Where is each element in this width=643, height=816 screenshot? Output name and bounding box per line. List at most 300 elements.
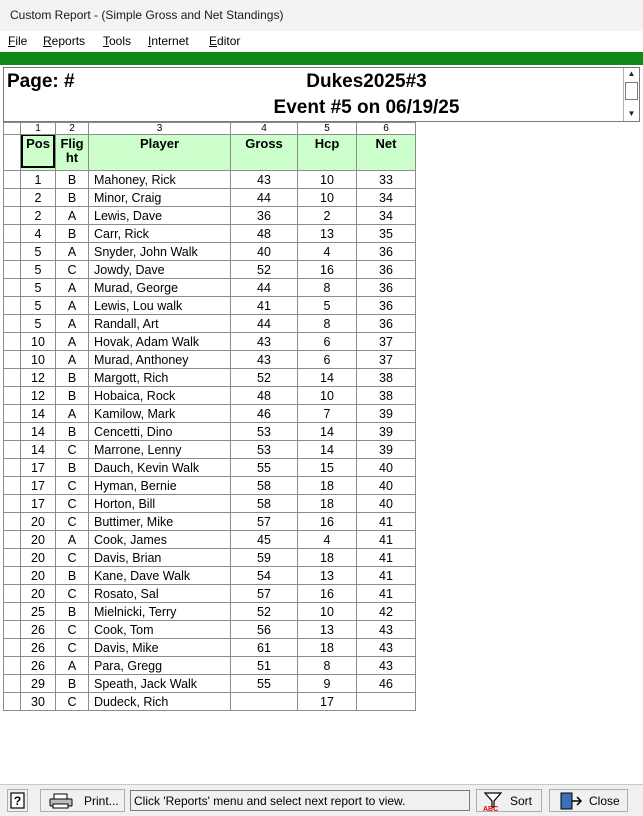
cell-pos[interactable]: 17 [21,495,56,513]
cell-hcp[interactable]: 4 [298,531,357,549]
cell-net[interactable]: 43 [357,657,416,675]
cell-player[interactable]: Randall, Art [89,315,231,333]
cell-hcp[interactable]: 10 [298,189,357,207]
cell-player[interactable]: Mahoney, Rick [89,171,231,189]
cell-gross[interactable]: 40 [231,243,298,261]
menu-file[interactable] [8,34,27,48]
menu-file-label: ile [15,34,28,48]
cell-hcp[interactable]: 7 [298,405,357,423]
cell-pos[interactable]: 4 [21,225,56,243]
cell-net[interactable]: 41 [357,531,416,549]
cell-gross[interactable]: 55 [231,675,298,693]
cell-net[interactable] [357,693,416,711]
cell-pos[interactable]: 14 [21,423,56,441]
help-button[interactable] [7,789,28,812]
report-header [3,67,640,122]
cell-flight[interactable]: A [56,351,89,369]
menu-reports-label: eports [51,34,86,48]
cell-hcp[interactable]: 5 [298,297,357,315]
header-gross[interactable]: Gross [231,135,298,171]
cell-player[interactable]: Kamilow, Mark [89,405,231,423]
row-header[interactable] [4,657,21,675]
cell-net[interactable]: 36 [357,243,416,261]
cell-flight[interactable]: A [56,333,89,351]
cell-player[interactable]: Minor, Craig [89,189,231,207]
cell-gross[interactable]: 43 [231,333,298,351]
cell-flight[interactable]: C [56,441,89,459]
row-header[interactable] [4,495,21,513]
cell-hcp[interactable]: 8 [298,657,357,675]
cell-flight[interactable]: A [56,243,89,261]
cell-player[interactable]: Hyman, Bernie [89,477,231,495]
column-number[interactable]: 5 [298,123,357,135]
cell-gross[interactable]: 45 [231,531,298,549]
cell-gross[interactable]: 59 [231,549,298,567]
sort-icon [482,791,508,812]
cell-player[interactable]: Hovak, Adam Walk [89,333,231,351]
cell-pos[interactable]: 5 [21,297,56,315]
row-header[interactable] [4,207,21,225]
cell-gross[interactable]: 53 [231,423,298,441]
header-pos-label: Pos [21,135,55,169]
cell-net[interactable]: 46 [357,675,416,693]
cell-player[interactable]: Rosato, Sal [89,585,231,603]
cell-pos[interactable]: 5 [21,261,56,279]
table-row[interactable] [4,603,416,621]
cell-pos[interactable]: 30 [21,693,56,711]
column-number[interactable]: 1 [21,123,56,135]
row-header[interactable] [4,693,21,711]
scroll-thumb[interactable] [625,82,638,100]
cell-flight[interactable]: C [56,693,89,711]
row-header[interactable] [4,171,21,189]
scroll-up-icon[interactable]: ▲ [627,69,636,78]
print-button-label: Print... [84,794,119,808]
cell-net[interactable]: 39 [357,405,416,423]
cell-player[interactable]: Horton, Bill [89,495,231,513]
report-title: Dukes2025#3 [306,71,427,92]
cell-flight[interactable]: B [56,387,89,405]
cell-hcp[interactable]: 18 [298,477,357,495]
corner-cell [4,123,21,135]
cell-hcp[interactable]: 16 [298,513,357,531]
cell-player[interactable]: Margott, Rich [89,369,231,387]
cell-pos[interactable]: 20 [21,585,56,603]
cell-pos[interactable]: 10 [21,333,56,351]
menu-editor-label: ditor [217,34,241,48]
close-button[interactable] [549,789,628,812]
cell-flight[interactable]: B [56,603,89,621]
cell-gross[interactable]: 56 [231,621,298,639]
cell-hcp[interactable]: 4 [298,243,357,261]
cell-pos[interactable]: 29 [21,675,56,693]
cell-player[interactable]: Mielnicki, Terry [89,603,231,621]
table-row[interactable] [4,477,416,495]
table-row[interactable] [4,171,416,189]
cell-pos[interactable]: 20 [21,567,56,585]
table-row[interactable] [4,369,416,387]
row-header[interactable] [4,189,21,207]
table-row[interactable] [4,441,416,459]
cell-net[interactable]: 41 [357,567,416,585]
row-header[interactable] [4,621,21,639]
cell-hcp[interactable]: 16 [298,585,357,603]
cell-net[interactable]: 41 [357,585,416,603]
cell-player[interactable]: Hobaica, Rock [89,387,231,405]
row-header[interactable] [4,369,21,387]
table-row[interactable] [4,693,416,711]
cell-player[interactable]: Murad, George [89,279,231,297]
standings-grid [3,122,643,782]
row-header[interactable] [4,603,21,621]
row-header[interactable] [4,549,21,567]
cell-gross[interactable]: 43 [231,351,298,369]
cell-gross[interactable] [231,693,298,711]
cell-gross[interactable]: 58 [231,495,298,513]
cell-flight[interactable]: C [56,513,89,531]
cell-player[interactable]: Lewis, Lou walk [89,297,231,315]
cell-net[interactable]: 37 [357,351,416,369]
printer-icon [49,793,73,809]
row-header[interactable] [4,675,21,693]
cell-flight[interactable]: B [56,189,89,207]
menu-reports-accelerator: R [43,34,52,48]
cell-pos[interactable]: 14 [21,441,56,459]
cell-gross[interactable]: 41 [231,297,298,315]
cell-flight[interactable]: B [56,459,89,477]
cell-player[interactable]: Cook, Tom [89,621,231,639]
cell-hcp[interactable]: 6 [298,351,357,369]
cell-net[interactable]: 39 [357,441,416,459]
cell-player[interactable]: Speath, Jack Walk [89,675,231,693]
table-row[interactable] [4,405,416,423]
cell-flight[interactable]: C [56,549,89,567]
table-row[interactable] [4,423,416,441]
cell-player[interactable]: Marrone, Lenny [89,441,231,459]
cell-gross[interactable]: 57 [231,585,298,603]
table-row[interactable] [4,567,416,585]
table-row[interactable] [4,315,416,333]
cell-flight[interactable]: A [56,315,89,333]
cell-hcp[interactable]: 15 [298,459,357,477]
cell-net[interactable]: 40 [357,477,416,495]
cell-pos[interactable]: 5 [21,279,56,297]
cell-player[interactable]: Cook, James [89,531,231,549]
cell-hcp[interactable]: 16 [298,261,357,279]
window-titlebar [0,0,643,31]
cell-net[interactable]: 36 [357,279,416,297]
cell-pos[interactable]: 26 [21,621,56,639]
row-header[interactable] [4,567,21,585]
header-flight[interactable] [56,135,89,171]
table-row[interactable] [4,243,416,261]
cell-flight[interactable]: A [56,657,89,675]
cell-pos[interactable]: 5 [21,315,56,333]
cell-net[interactable]: 42 [357,603,416,621]
header-flight-line2: ht [65,150,79,165]
cell-pos[interactable]: 1 [21,171,56,189]
cell-player[interactable]: Jowdy, Dave [89,261,231,279]
cell-net[interactable]: 36 [357,315,416,333]
table-row[interactable] [4,621,416,639]
cell-hcp[interactable]: 6 [298,333,357,351]
cell-pos[interactable]: 20 [21,531,56,549]
menu-internet-accelerator: I [148,34,152,48]
cell-net[interactable]: 41 [357,549,416,567]
cell-player[interactable]: Murad, Anthoney [89,351,231,369]
cell-flight[interactable]: B [56,675,89,693]
cell-gross[interactable]: 52 [231,603,298,621]
help-icon [8,790,27,811]
cell-pos[interactable]: 26 [21,639,56,657]
table-row[interactable] [4,513,416,531]
cell-flight[interactable]: A [56,279,89,297]
close-button-label: Close [589,794,620,808]
cell-gross[interactable]: 44 [231,279,298,297]
print-button[interactable] [40,789,125,812]
column-number[interactable]: 6 [357,123,416,135]
status-bar [0,784,643,816]
cell-gross[interactable]: 52 [231,369,298,387]
row-header[interactable] [4,279,21,297]
row-header[interactable] [4,243,21,261]
cell-net[interactable]: 38 [357,369,416,387]
cell-hcp[interactable]: 18 [298,495,357,513]
cell-pos[interactable]: 10 [21,351,56,369]
cell-net[interactable]: 33 [357,171,416,189]
cell-hcp[interactable]: 2 [298,207,357,225]
cell-gross[interactable]: 57 [231,513,298,531]
cell-gross[interactable]: 46 [231,405,298,423]
cell-flight[interactable]: C [56,585,89,603]
cell-gross[interactable]: 58 [231,477,298,495]
cell-pos[interactable]: 26 [21,657,56,675]
table-row[interactable] [4,657,416,675]
cell-gross[interactable]: 48 [231,225,298,243]
cell-net[interactable]: 36 [357,261,416,279]
page-label: Page: # [7,71,75,92]
table-row[interactable] [4,225,416,243]
cell-pos[interactable]: 17 [21,459,56,477]
cell-flight[interactable]: C [56,621,89,639]
cell-player[interactable]: Cencetti, Dino [89,423,231,441]
row-header[interactable] [4,333,21,351]
cell-gross[interactable]: 51 [231,657,298,675]
cell-flight[interactable]: C [56,639,89,657]
row-header[interactable] [4,405,21,423]
header-net[interactable]: Net [357,135,416,171]
cell-hcp[interactable]: 18 [298,639,357,657]
cell-flight[interactable]: C [56,261,89,279]
cell-pos[interactable]: 2 [21,189,56,207]
cell-player[interactable]: Davis, Mike [89,639,231,657]
cell-net[interactable]: 36 [357,297,416,315]
report-subtitle: Event #5 on 06/19/25 [273,97,460,118]
cell-hcp[interactable]: 10 [298,603,357,621]
header-row [4,135,416,171]
cell-net[interactable]: 40 [357,495,416,513]
row-header[interactable] [4,441,21,459]
row-header[interactable] [4,225,21,243]
cell-flight[interactable]: A [56,405,89,423]
menu-tools[interactable] [103,34,131,48]
cell-net[interactable]: 37 [357,333,416,351]
table-row[interactable] [4,495,416,513]
cell-flight[interactable]: B [56,423,89,441]
cell-flight[interactable]: A [56,297,89,315]
cell-flight[interactable]: A [56,531,89,549]
menu-tools-accelerator: T [103,34,109,48]
column-number[interactable]: 2 [56,123,89,135]
svg-text:ABC: ABC [483,806,499,812]
cell-net[interactable]: 43 [357,621,416,639]
cell-pos[interactable]: 20 [21,513,56,531]
cell-net[interactable]: 35 [357,225,416,243]
cell-net[interactable]: 34 [357,189,416,207]
cell-gross[interactable]: 44 [231,315,298,333]
sort-button[interactable] [476,789,542,812]
cell-gross[interactable]: 36 [231,207,298,225]
status-message: Click 'Reports' menu and select next report to view. [130,790,470,811]
cell-gross[interactable]: 48 [231,387,298,405]
cell-pos[interactable]: 2 [21,207,56,225]
menu-reports[interactable] [43,34,85,48]
cell-flight[interactable]: C [56,495,89,513]
cell-flight[interactable]: A [56,207,89,225]
cell-hcp[interactable]: 14 [298,423,357,441]
table-row[interactable] [4,675,416,693]
header-scrollbar[interactable] [623,68,639,121]
cell-hcp[interactable]: 8 [298,315,357,333]
menu-file-accelerator: F [8,34,16,48]
header-hcp[interactable]: Hcp [298,135,357,171]
cell-player[interactable]: Dudeck, Rich [89,693,231,711]
menu-bar [0,31,643,51]
cell-gross[interactable]: 53 [231,441,298,459]
row-header[interactable] [4,513,21,531]
row-header[interactable] [4,135,21,171]
menu-internet[interactable] [148,34,189,48]
cell-pos[interactable]: 14 [21,405,56,423]
cell-player[interactable]: Dauch, Kevin Walk [89,459,231,477]
cell-gross[interactable]: 54 [231,567,298,585]
cell-hcp[interactable]: 10 [298,387,357,405]
scroll-down-icon[interactable]: ▼ [627,109,636,118]
cell-hcp[interactable]: 14 [298,369,357,387]
cell-gross[interactable]: 61 [231,639,298,657]
cell-gross[interactable]: 55 [231,459,298,477]
cell-gross[interactable]: 44 [231,189,298,207]
cell-net[interactable]: 41 [357,513,416,531]
cell-net[interactable]: 38 [357,387,416,405]
table-row[interactable] [4,261,416,279]
cell-net[interactable]: 34 [357,207,416,225]
cell-flight[interactable]: C [56,477,89,495]
table-row[interactable] [4,459,416,477]
cell-pos[interactable]: 5 [21,243,56,261]
cell-player[interactable]: Buttimer, Mike [89,513,231,531]
row-header[interactable] [4,477,21,495]
row-header[interactable] [4,531,21,549]
table-row[interactable] [4,189,416,207]
cell-hcp[interactable]: 18 [298,549,357,567]
header-flight-line1: Flig [60,136,84,151]
column-number[interactable]: 4 [231,123,298,135]
row-header[interactable] [4,387,21,405]
cell-hcp[interactable]: 10 [298,171,357,189]
menu-editor-accelerator: E [209,34,218,48]
cell-player[interactable]: Lewis, Dave [89,207,231,225]
cell-hcp[interactable]: 13 [298,225,357,243]
cell-gross[interactable]: 43 [231,171,298,189]
cell-flight[interactable]: B [56,171,89,189]
cell-pos[interactable]: 17 [21,477,56,495]
table-row[interactable] [4,549,416,567]
table-row[interactable] [4,639,416,657]
cell-hcp[interactable]: 14 [298,441,357,459]
close-door-icon [559,792,583,810]
accent-bar [0,52,643,65]
cell-pos[interactable]: 12 [21,387,56,405]
table-row[interactable] [4,207,416,225]
standings-table [3,122,416,711]
cell-gross[interactable]: 52 [231,261,298,279]
table-row[interactable] [4,585,416,603]
header-pos[interactable] [21,135,56,171]
cell-player[interactable]: Kane, Dave Walk [89,567,231,585]
row-header[interactable] [4,315,21,333]
cell-flight[interactable]: B [56,369,89,387]
cell-hcp[interactable]: 17 [298,693,357,711]
table-row[interactable] [4,351,416,369]
row-header[interactable] [4,261,21,279]
cell-hcp[interactable]: 13 [298,621,357,639]
row-header[interactable] [4,423,21,441]
table-row[interactable] [4,531,416,549]
cell-flight[interactable]: B [56,225,89,243]
menu-internet-label: nternet [151,34,189,48]
cell-hcp[interactable]: 13 [298,567,357,585]
row-header[interactable] [4,459,21,477]
cell-player[interactable]: Para, Gregg [89,657,231,675]
row-header[interactable] [4,585,21,603]
cell-hcp[interactable]: 8 [298,279,357,297]
cell-player[interactable]: Carr, Rick [89,225,231,243]
header-player[interactable]: Player [89,135,231,171]
cell-pos[interactable]: 20 [21,549,56,567]
cell-player[interactable]: Snyder, John Walk [89,243,231,261]
cell-pos[interactable]: 25 [21,603,56,621]
cell-pos[interactable]: 12 [21,369,56,387]
table-row[interactable] [4,279,416,297]
column-number[interactable]: 3 [89,123,231,135]
cell-net[interactable]: 40 [357,459,416,477]
row-header[interactable] [4,351,21,369]
row-header[interactable] [4,639,21,657]
column-number-row [4,123,416,135]
table-row[interactable] [4,387,416,405]
row-header[interactable] [4,297,21,315]
cell-player[interactable]: Davis, Brian [89,549,231,567]
window-title: Custom Report - (Simple Gross and Net Standings) [10,8,284,22]
cell-net[interactable]: 43 [357,639,416,657]
menu-editor[interactable] [209,34,240,48]
cell-flight[interactable]: B [56,567,89,585]
cell-hcp[interactable]: 9 [298,675,357,693]
table-row[interactable] [4,297,416,315]
table-row[interactable] [4,333,416,351]
cell-net[interactable]: 39 [357,423,416,441]
